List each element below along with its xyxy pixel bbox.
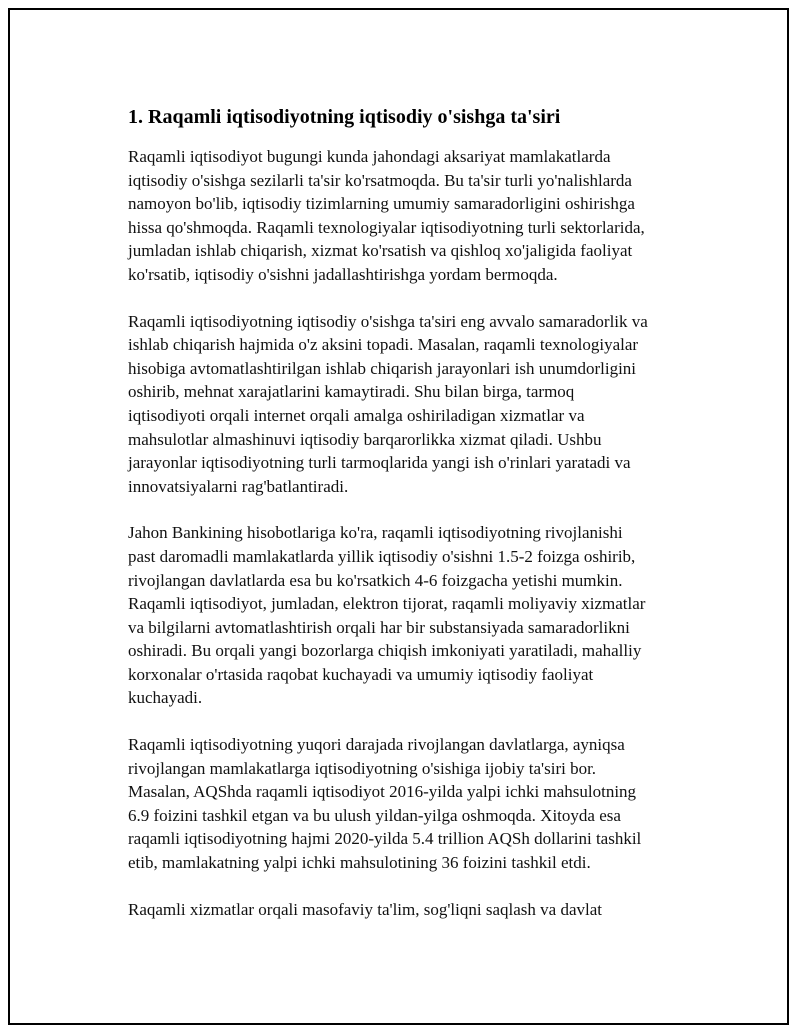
text-line: korxonalar o'rtasida raqobat kuchayadi va umumiy iqtisodiy faoliyat bbox=[128, 664, 594, 684]
text-line: oshiradi. Bu orqali yangi bozorlarga chiqish imkoniyati yaratiladi, mahalliy bbox=[128, 641, 642, 661]
text-line: va bilgilarni avtomatlashtirish orqali har bir substansiyada samaradorlikni bbox=[128, 617, 630, 637]
text-line: hissa qo'shmoqda. Raqamli texnologiyalar iqtisodiyotning turli sektorlarida, bbox=[128, 217, 645, 237]
paragraph-2 bbox=[128, 310, 708, 499]
paragraph-3 bbox=[128, 521, 708, 710]
text-line: Raqamli xizmatlar orqali masofaviy ta'lim, sog'liqni saqlash va davlat bbox=[128, 899, 602, 919]
section-heading: 1. Raqamli iqtisodiyotning iqtisodiy o'sishga ta'siri bbox=[128, 106, 561, 128]
text-line: innovatsiyalarni rag'batlantiradi. bbox=[128, 476, 349, 496]
text-line: ishlab chiqarish hajmida o'z aksini topadi. Masalan, raqamli texnologiyalar bbox=[128, 335, 639, 355]
paragraph-4 bbox=[128, 733, 708, 875]
page-frame bbox=[8, 8, 789, 1025]
document-body bbox=[128, 103, 708, 921]
text-line: Raqamli iqtisodiyotning yuqori darajada rivojlangan davlatlarga, ayniqsa bbox=[128, 735, 625, 755]
paragraph-5 bbox=[128, 898, 708, 922]
text-line: oshirib, mehnat xarajatlarini kamaytiradi. Shu bilan birga, tarmoq bbox=[128, 382, 575, 402]
text-line: jarayonlar iqtisodiyotning turli tarmoqlarida yangi ish o'rinlari yaratadi va bbox=[128, 453, 631, 473]
text-line: raqamli iqtisodiyotning hajmi 2020-yilda 5.4 trillion AQSh dollarini tashkil bbox=[128, 829, 642, 849]
text-line: rivojlangan davlatlarda esa bu ko'rsatkich 4-6 foizgacha yetishi mumkin. bbox=[128, 570, 623, 590]
text-line: Jahon Bankining hisobotlariga ko'ra, raqamli iqtisodiyotning rivojlanishi bbox=[128, 523, 623, 543]
text-line: 6.9 foizini tashkil etgan va bu ulush yildan-yilga oshmoqda. Xitoyda esa bbox=[128, 805, 621, 825]
text-line: etib, mamlakatning yalpi ichki mahsulotining 36 foizini tashkil etdi. bbox=[128, 853, 591, 873]
text-line: Raqamli iqtisodiyot bugungi kunda jahondagi aksariyat mamlakatlarda bbox=[128, 147, 611, 166]
text-line: past daromadli mamlakatlarda yillik iqtisodiy o'sishni 1.5-2 foizga oshirib, bbox=[128, 546, 636, 566]
text-line: hisobiga avtomatlashtirilgan ishlab chiqarish jarayonlari ish unumdorligini bbox=[128, 358, 637, 378]
text-line: ko'rsatib, iqtisodiy o'sishni jadallashtirishga yordam bermoqda. bbox=[128, 264, 558, 284]
text-line: Raqamli iqtisodiyotning iqtisodiy o'sishga ta'siri eng avvalo samaradorlik va bbox=[128, 311, 648, 331]
text-line: mahsulotlar almashinuvi iqtisodiy barqarorlikka xizmat qiladi. Ushbu bbox=[128, 429, 602, 449]
paragraph-1 bbox=[128, 145, 708, 287]
text-line: kuchayadi. bbox=[128, 688, 203, 708]
text-line: rivojlangan mamlakatlarga iqtisodiyotning o'sishiga ijobiy ta'siri bor. bbox=[128, 758, 597, 778]
text-line: namoyon bo'lib, iqtisodiy tizimlarning umumiy samaradorligini oshirishga bbox=[128, 194, 635, 214]
text-line: iqtisodiy o'sishga sezilarli ta'sir ko'rsatmoqda. Bu ta'sir turli yo'nalishlarda bbox=[128, 170, 632, 190]
text-line: jumladan ishlab chiqarish, xizmat ko'rsatish va qishloq xo'jaligida faoliyat bbox=[128, 241, 633, 261]
text-line: iqtisodiyoti orqali internet orqali amalga oshiriladigan xizmatlar va bbox=[128, 405, 585, 425]
text-line: Raqamli iqtisodiyot, jumladan, elektron tijorat, raqamli moliyaviy xizmatlar bbox=[128, 594, 646, 614]
text-line: Masalan, AQShda raqamli iqtisodiyot 2016-yilda yalpi ichki mahsulotning bbox=[128, 782, 637, 802]
